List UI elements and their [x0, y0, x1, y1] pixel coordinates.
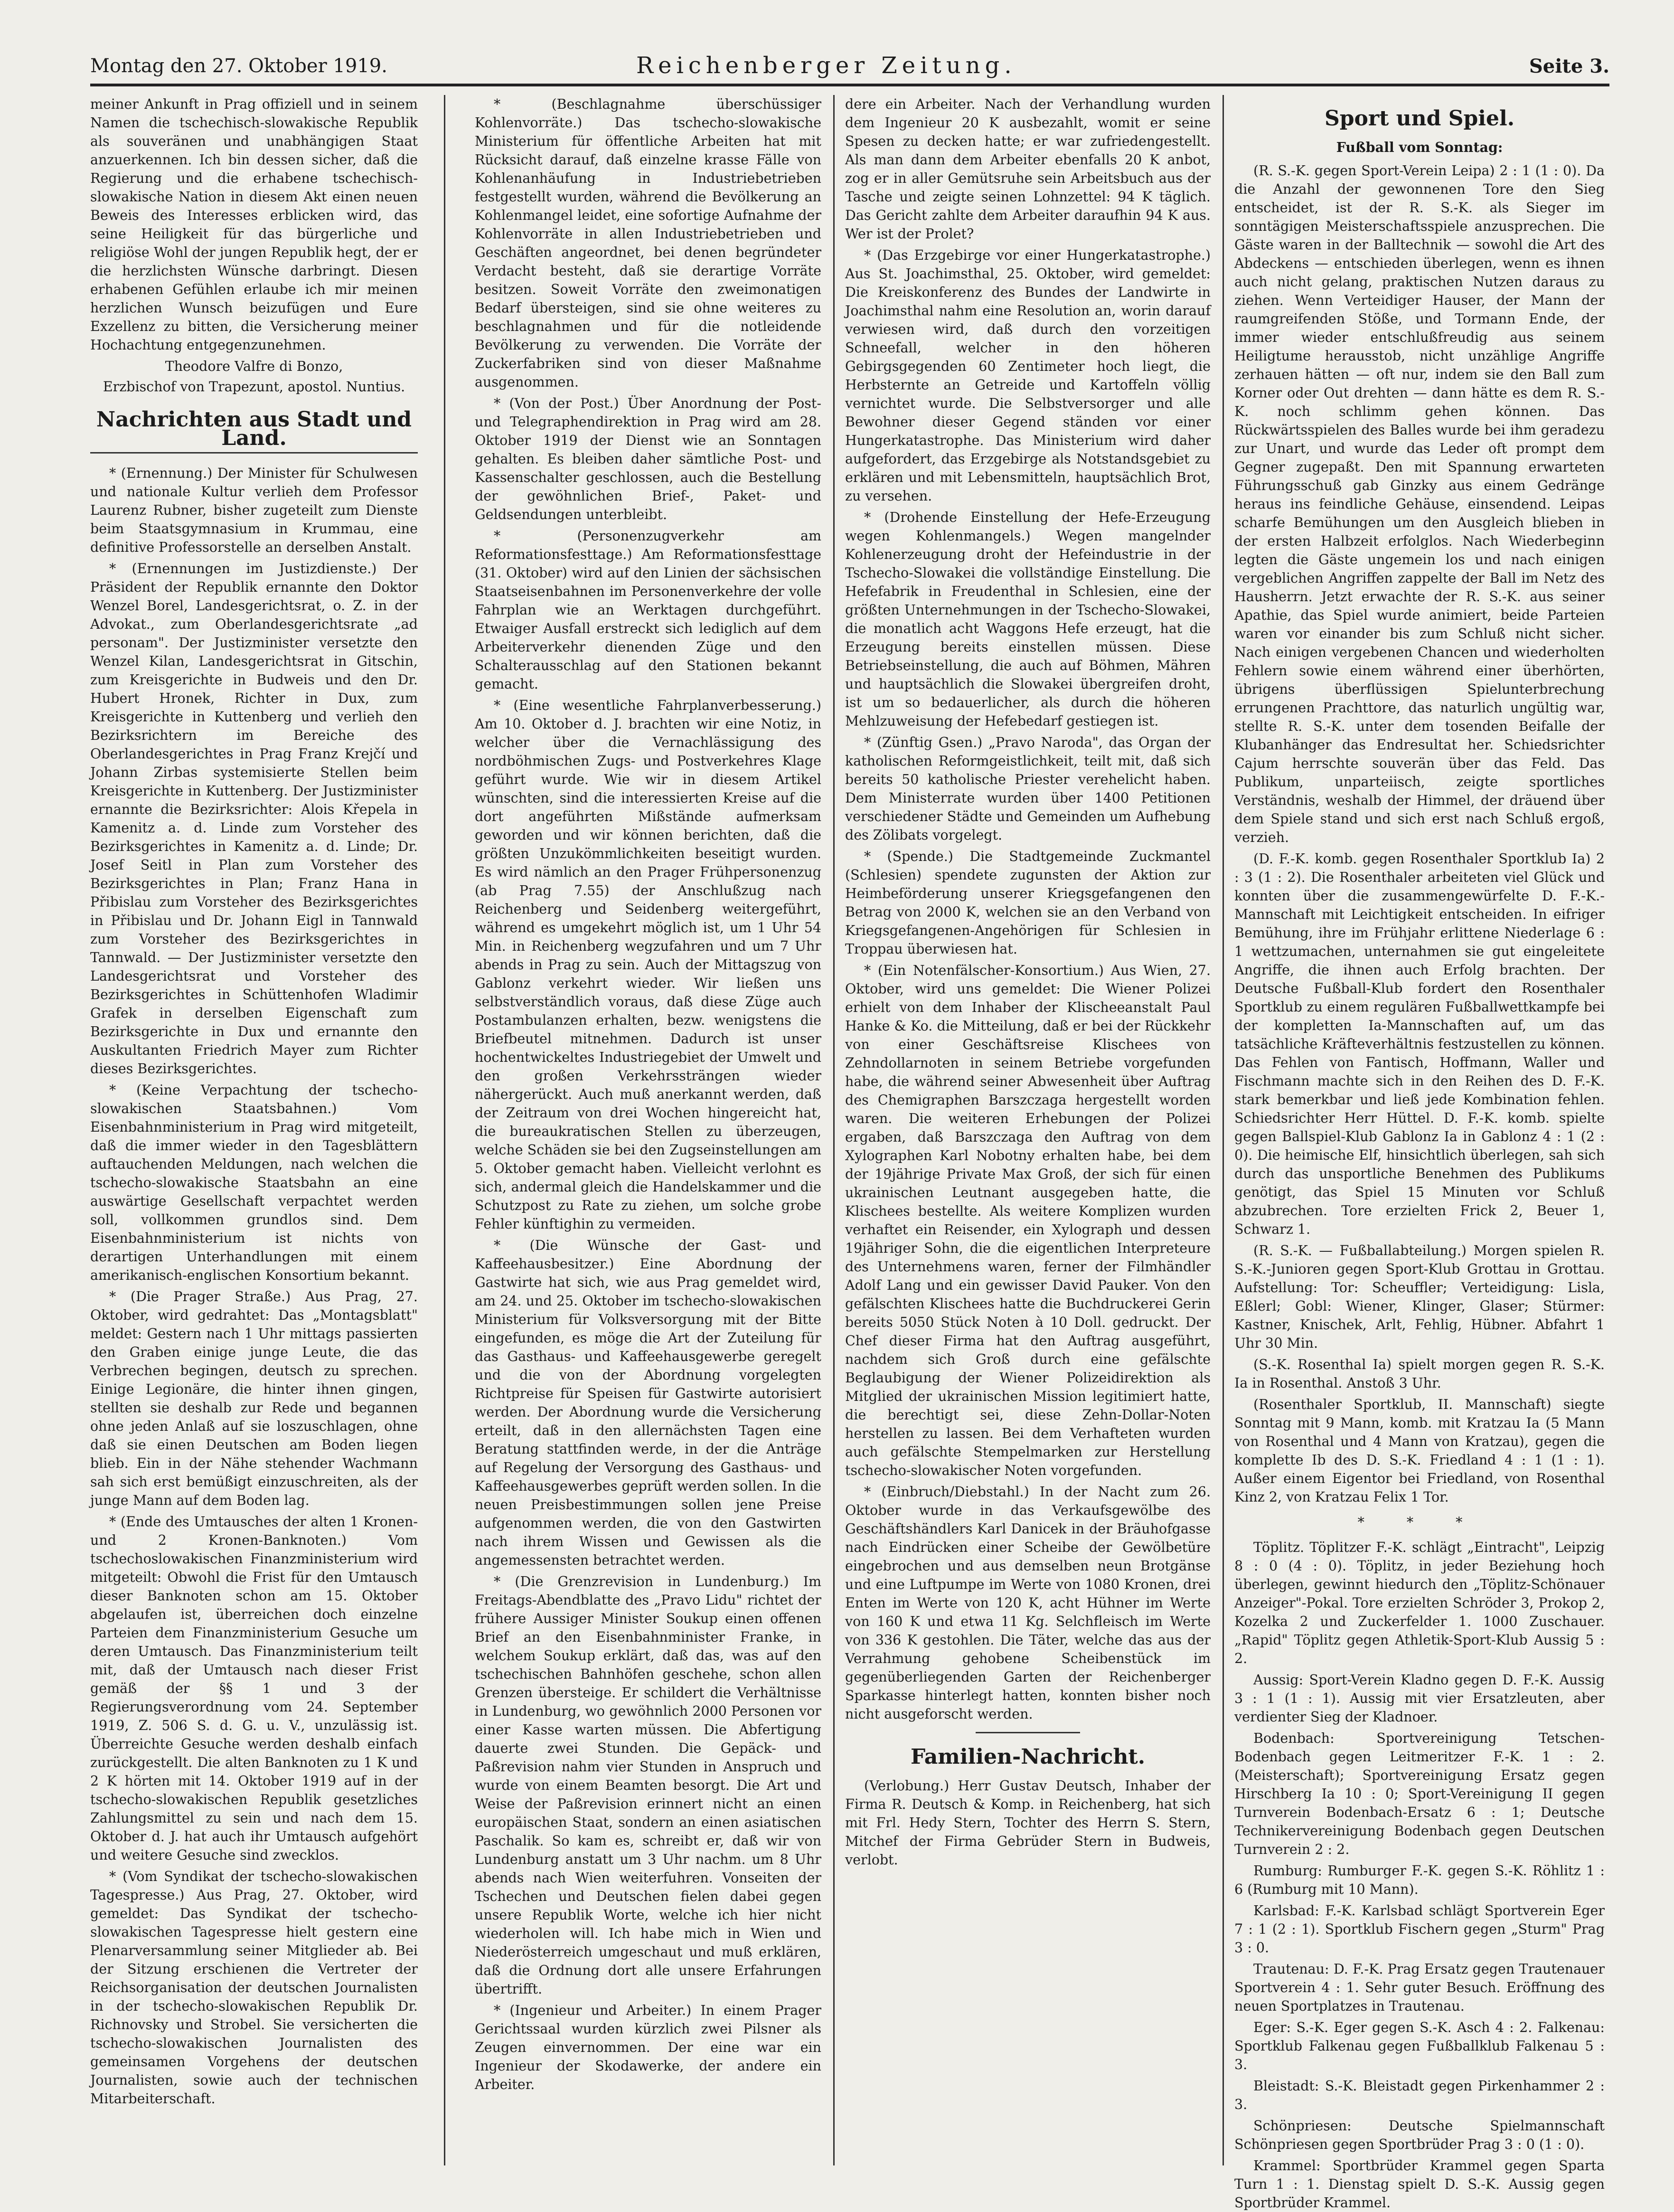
column-4 — [1234, 95, 1605, 2211]
column-1 — [90, 95, 418, 2165]
article-text: Rumburg: Rumburger F.-K. gegen S.-K. Röhlitz 1 : 6 (Rumburg mit 10 Mann). — [1234, 1863, 1605, 1897]
divider — [976, 1732, 1080, 1733]
article-text: Töplitz. Töplitzer F.-K. schlägt „Eintracht", Leipzig 8 : 0 (4 : 0). Töplitz, in jeder Beziehung hoch überlegen, gewinnt hiedurch den „Töplitz-Schönauer Anzeiger"-Pokal. Tore erzielten Schröder 3, Prokop 2, Kozelka 2 und Zuckerfelder 1. 1000 Zuschauer. „Rapid" Töplitz gegen Athletik-Sport-Klub Aussig 5 : 2. — [1234, 1540, 1605, 1666]
article-text: * (Spende.) Die Stadtgemeinde Zuckmantel (Schlesien) spendete zugunsten der Aktion zur Heimbeförderung unserer Kriegsgefangenen den Betrag von 2000 K, welchen sie an den Verband von Kriegsgefangenen-Angehörigen für Schlesien in Troppau überwiesen hat. — [845, 849, 1211, 957]
article-text: * (Ernennungen im Justizdienste.) Der Präsident der Republik ernannte den Doktor Wenzel Borel, Landesgerichtsrat, o. Z. in der Advokat., zum Oberlandesgerichtsrate „ad personam". Der Justizminister versetzte den Wenzel Kilan, Landesgerichtsrat in Gitschin, zum Kreisgerichte in Budweis und den Dr. Hubert Hronek, Richter in Dux, zum Kreisgerichte in Kuttenberg und verlieh den Bezirksrichtern im Bereiche des Oberlandesgerichtes in Prag Franz Krejčí und Johann Zirbas systemisierte Stellen beim Kreisgerichte in Kuttenberg. Der Justizminister ernannte die Bezirksrichter: Alois Křepela in Kamenitz a. d. Linde zum Vorsteher des Bezirksgerichtes in Kamenitz a. d. Linde; Dr. Josef Seitl in Plan zum Vorsteher des Bezirksgerichtes in Plan; Franz Hana in Přibislau zum Vorsteher des Bezirksgerichtes in Přibislau und Dr. Johann Eigl in Tannwald zum Vorsteher des Bezirksgerichtes in Tannwald. — Der Justizminister versetzte den Landesgerichtsrat und Vorsteher des Bezirksgerichtes in Schüttenhofen Wladimir Grafek in derselben Eigenschaft zum Bezirksgerichte in Dux und ernannte den Auskultanten Friedrich Mayer zum Richter dieses Bezirksgerichtes. — [90, 561, 418, 1077]
article-text: * (Ende des Umtausches der alten 1 Kronen- und 2 Kronen-Banknoten.) Vom tschechoslowakischen Finanzministerium wird mitgeteilt: Obwohl die Frist für den Umtausch dieser Banknoten schon am 15. Oktober abgelaufen ist, überreichen doch einzelne Parteien dem Finanzministerium Gesuche um deren Umtausch. Das Finanzministerium teilt mit, daß der Umtausch nach dieser Frist gemäß der §§ 1 und 3 der Regierungsverordnung vom 24. September 1919, Z. 506 S. d. G. u. V., unzulässig ist. Überreichte Gesuche werden deshalb einfach zurückgestellt. Die alten Banknoten zu 1 K und 2 K hörten mit 14. Oktober 1919 auf in der tschecho-slowakischen Republik gesetzliches Zahlungsmittel zu sein und nach dem 15. Oktober d. J. hat auch ihr Umtausch aufgehört und weitere Gesuche sind zwecklos. — [90, 1514, 418, 1863]
article-text: * (Beschlagnahme überschüssiger Kohlenvorräte.) Das tschecho-slowakische Ministerium für öffentliche Arbeiten hat mit Rücksicht darauf, daß einzelne krasse Fälle von Kohlenanhäufung in Industriebetrieben festgestellt wurden, während die Bevölkerung an Kohlenmangel leidet, eine sofortige Aufnahme der Kohlenvorräte in allen Industriebetrieben und Geschäften angeordnet, bei denen begründeter Verdacht besteht, daß sie derartige Vorräte besitzen. Soweit Vorräte den zweimonatigen Bedarf übersteigen, sind sie ohne weiteres zu beschlagnahmen und für die notleidende Bevölkerung zu verwenden. Die Vorräte der Zuckerfabriken sind von dieser Maßnahme ausgenommen. — [475, 96, 821, 390]
column-divider — [444, 95, 445, 2165]
article-text: Trautenau: D. F.-K. Prag Ersatz gegen Trautenauer Sportverein 4 : 1. Sehr guter Besuch. Eröffnung des neuen Sportplatzes in Trautenau. — [1234, 1961, 1605, 2014]
article-text: * (Ein Notenfälscher-Konsortium.) Aus Wien, 27. Oktober, wird uns gemeldet: Die Wiener Polizei erhielt von dem Inhaber der Klischeeanstalt Paul Hanke & Ko. die Mitteilung, daß er bei der Rückkehr von einer Geschäftsreise Klischees von Zehndollarnoten in seinem Betriebe vorgefunden habe, die während seiner Abwesenheit über Auftrag des Chemigraphen Barszczaga hergestellt worden waren. Die weiteren Erhebungen der Polizei ergaben, daß Barszczaga den Auftrag von dem Xylographen Karl Nobotny erhalten habe, bei dem der 19jährige Private Max Groß, der sich für einen ukrainischen Leutnant ausgegeben hatte, die Klischees bestellte. Als weitere Komplizen wurden verhaftet ein Reisender, ein Xylograph und dessen 19jähriger Sohn, die die eigentlichen Interpreteure des Unternehmens waren, ferner der Filmhändler Adolf Lang und ein gewisser David Pauker. Von den gefälschten Klischees hatte die Buchdruckerei Gerin bereits 5050 Stück Noten à 10 Doll. gedruckt. Der Chef dieser Firma hat den Auftrag ausgeführt, nachdem sich Groß durch eine gefälschte Beglaubigung der Wiener Polizeidirektion als Mitglied der ukrainischen Mission legitimiert hatte, die berechtigt sei, diese Zehn-Dollar-Noten herstellen zu lassen. Bei dem Verhafteten wurden auch gefälschte Stempelmarken zur Herstellung tschecho-slowakischer Noten vorgefunden. — [845, 963, 1211, 1478]
article-text: (R. S.-K. gegen Sport-Verein Leipa) 2 : 1 (1 : 0). Da die Anzahl der gewonnenen Tore den Sieg entscheidet, ist der R. S.-K. als Sieger im sonntägigen Meisterschaftsspiele anzusprechen. Die Gäste waren in der Balltechnik — sowohl die Art des Abdeckens — entschieden überlegen, wenn es ihnen auch nicht gelang, praktischen Nutzen daraus zu ziehen. Wenn Verteidiger Hauser, der Mann der raumgreifenden Stöße, und Tormann Ende, der immer wieder entschlußfreudig aus seinem Heiligtume herausstob, nicht unzählige Angriffe zerhauen hätten — oft nur, indem sie den Ball zum Korner oder Out drehten — dann hätte es dem R. S.-K. noch schlimm gehen können. Das Rückwärtsspielen des Balles wurde bei ihm geradezu zur Unart, und wurde das Leder oft prompt dem Gegner zugepaßt. Den mit Spannung erwarteten Führungsschuß gab Ginzky aus einem Gedränge heraus ins feindliche Gehäuse, einsendend. Leipas scharfe Bemühungen um den Ausgleich blieben in der ersten Halbzeit erfolglos. Nach Wiederbeginn legten die Gäste ungemein los und nach einigen vergeblichen Angriffen zappelte der Ball im Netz des Hausherrn. Jetzt erwachte der R. S.-K. aus seiner Apathie, das Spiel wurde animiert, beide Parteien waren vor einander bis zum Schluß nicht sicher. Nach einigen vergebenen Chancen und wiederholten Fehlern sowie einem während einer überhörten, übrigens überflüssigen Spielunterbrechung errungenen Prachttore, das naturlich ungültig war, stellte R. S.-K. unter dem tosenden Beifalle der Klubanhänger das Endresultat her. Schiedsrichter Cajum herrschte souverän über das Feld. Das Publikum, unparteiisch, zeigte sportliches Verständnis, weshalb der Himmel, der dräuend über dem Spiele stand und sich erst nach Schluß ergoß, verzieh. — [1234, 163, 1605, 845]
article-text: * (Vom Syndikat der tschecho-slowakischen Tagespresse.) Aus Prag, 27. Oktober, wird gemeldet: Das Syndikat der tschecho-slowakischen Tagespresse hielt gestern eine Plenarversammlung seiner Mitglieder ab. Bei der Sitzung erschienen die Vertreter der Reichsorganisation der deutschen Journalisten in der tschecho-slowakischen Republik Dr. Richnovsky und Strobel. Sie versicherten die tschecho-slowakischen Journalisten des gemeinsamen Vorgehens der deutschen Journalisten, sowie auch der technischen Mitarbeiterschaft. — [90, 1869, 418, 2107]
article-text: * (Das Erzgebirge vor einer Hungerkatastrophe.) Aus St. Joachimsthal, 25. Oktober, wird gemeldet: Die Kreiskonferenz des Bundes der Landwirte in Joachimsthal nahm eine Resolution an, worin darauf verwiesen wird, daß durch den vorzeitigen Schneefall, welcher in den höheren Gebirgsgegenden 60 Zentimeter hoch liegt, die Herbsternte an Getreide und Kartoffeln völlig vernichtet wurde. Die Selbstversorger und alle Bewohner dieser Gegend ständen vor einer Hungerkatastrophe. Das Ministerium wird daher aufgefordert, das Erzgebirge als Notstandsgebiet zu erklären und mit Lebensmitteln, hauptsächlich Brot, zu versehen. — [845, 247, 1211, 504]
article-text: * (Zünftig Gsen.) „Pravo Naroda", das Organ der katholischen Reformgeistlichkeit, teilt mit, daß sich bereits 50 katholische Priester verehelicht haben. Dem Ministerrate wurden über 1400 Petitionen verschiedener Städte und Gemeinden um Aufhebung des Zölibats vorgelegt. — [845, 735, 1211, 843]
article-text: (R. S.-K. — Fußballabteilung.) Morgen spielen R. S.-K.-Junioren gegen Sport-Klub Grottau in Grottau. Aufstellung: Tor: Scheuffler; Verteidigung: Lisla, Eßlerl; Gobl: Wiener, Klinger, Glaser; Stürmer: Kastner, Knischek, Arlt, Fehlig, Hübner. Abfahrt 1 Uhr 30 Min. — [1234, 1243, 1605, 1351]
column-2 — [475, 95, 821, 2165]
article-text: Bodenbach: Sportvereinigung Tetschen-Bodenbach gegen Leitmeritzer F.-K. 1 : 2. (Meisterschaft); Sportvereinigung Ersatz gegen Hirschberg Ia 10 : 0; Sport-Vereinigung II gegen Turnverein Bodenbach-Ersatz 6 : 1; Deutsche Technikervereinigung Bodenbach gegen Deutschen Turnverein 2 : 2. — [1234, 1730, 1605, 1857]
article-text: (D. F.-K. komb. gegen Rosenthaler Sportklub Ia) 2 : 3 (1 : 2). Die Rosenthaler arbeiteten viel Glück und konnten über die zusammengewürfelte D. F.-K.-Mannschaft mit Leichtigkeit entscheiden. In eifriger Bemühung, ihre im Frühjahr erlittene Niederlage 6 : 1 wettzumachen, unternahmen sie gut eingeleitete Angriffe, die ihnen auch Erfolg brachten. Der Deutsche Fußball-Klub fordert den Rosenthaler Sportklub zu einem regulären Fußballwettkampfe bei der kompletten Ia-Mannschaften auf, um das tatsächliche Kräfteverhältnis festzustellen zu können. Das Fehlen von Fantisch, Hoffmann, Waller und Fischmann machte sich in den Reihen des D. F.-K. stark bemerkbar und ließ jede Kombination fehlen. Schiedsrichter Herr Hüttel. D. F.-K. komb. spielte gegen Ballspiel-Klub Gablonz Ia in Gablonz 4 : 1 (2 : 0). Die heimische Elf, hinsichtlich überlegen, sah sich durch das unsportliche Benehmen des Publikums genötigt, das Spiel 15 Minuten vor Schluß abzubrechen. Tore erzielten Frick 2, Beuer 1, Schwarz 1. — [1234, 851, 1605, 1237]
signature-line: Theodore Valfre di Bonzo, — [165, 359, 343, 374]
article-text: * (Die Wünsche der Gast- und Kaffeehausbesitzer.) Eine Abordnung der Gastwirte hat sich, wie aus Prag gemeldet wird, am 24. und 25. Oktober im tschecho-slowakischen Ministerium für Volksversorgung mit der Bitte eingefunden, es möge die Art der Zuteilung für das Gasthaus- und Kaffeehausgewerbe geregelt und die von der Abordnung vorgelegten Richtpreise für Speisen für Gastwirte autorisiert werden. Der Abordnung wurde die Versicherung erteilt, daß in den allernächsten Tagen eine Beratung stattfinden werde, in der die Anträge auf Regelung der Versorgung des Gasthaus- und Kaffeehausgewerbes geprüft werden sollen. In die neuen Preisbestimmungen sollen jene Preise aufgenommen werden, die von den Gastwirten nach ihrem Wissen und Gewissen als die angemessensten betrachtet werden. — [475, 1238, 821, 1568]
masthead — [90, 46, 1609, 84]
column-3 — [845, 95, 1211, 2165]
article-text: * (Personenzugverkehr am Reformationsfesttage.) Am Reformationsfesttage (31. Oktober) wird auf den Linien der sächsischen Staatseisenbahnen im Personenverkehre der volle Fahrplan wie an Werktagen durchgeführt. Etwaiger Ausfall erstreckt sich lediglich auf dem Arbeiterverkehr dienenden Züge und den Schalterausschlag auf den Stationen bekannt gemacht. — [475, 528, 821, 692]
article-text: (S.-K. Rosenthal Ia) spielt morgen gegen R. S.-K. Ia in Rosenthal. Anstoß 3 Uhr. — [1234, 1357, 1605, 1391]
page-number: Seite 3. — [1529, 55, 1609, 77]
article-text: * (Die Prager Straße.) Aus Prag, 27. Oktober, wird gedrahtet: Das „Montagsblatt" meldet: Gestern nach 1 Uhr mittags passierten den Graben einige junge Leute, die das Verbrechen begingen, deutsch zu sprechen. Einige Legionäre, die hinter ihnen gingen, stellten sie deshalb zur Rede und begannen ohne jeden Anlaß auf sie loszuschlagen, ohne daß sie einen Deutschen am Boden liegen blieb. Ein in der Nähe stehender Wachmann sah sich erst bemüßigt einzuschreiten, als der junge Mann auf dem Boden lag. — [90, 1289, 418, 1508]
section-heading: Familien-Nachricht. — [910, 1745, 1146, 1769]
signature-line: Erzbischof von Trapezunt, apostol. Nuntius. — [103, 379, 405, 395]
article-text: dere ein Arbeiter. Nach der Verhandlung wurden dem Ingenieur 20 K ausbezahlt, womit er seine Spesen zu decken hatte; er war zufriedengestellt. Als man dann dem Arbeiter ebenfalls 20 K anbot, zog er in aller Gemütsruhe sein Arbeitsbuch aus der Tasche und zeigte seinen Lohnzettel: 94 K täglich. Das Gericht zahlte dem Arbeiter daraufhin 94 K aus. Wer ist der Prolet? — [845, 96, 1211, 242]
article-text: Bleistadt: S.-K. Bleistadt gegen Pirkenhammer 2 : 3. — [1234, 2078, 1605, 2112]
newspaper-title: Reichenberger Zeitung. — [636, 52, 1016, 79]
article-text: Karlsbad: F.-K. Karlsbad schlägt Sportverein Eger 7 : 1 (2 : 1). Sportklub Fischern gegen „Sturm" Prag 3 : 0. — [1234, 1903, 1605, 1956]
section-heading: Nachrichten aus Stadt und Land. — [90, 410, 418, 454]
section-heading: Sport und Spiel. — [1324, 106, 1515, 131]
article-text: * (Einbruch/Diebstahl.) In der Nacht zum 26. Oktober wurde in das Verkaufsgewölbe des Geschäftshändlers Karl Danicek in der Bräuhofgasse nach Eindrücken einer Scheibe der Gewölbetüre eingebrochen und aus demselben neun Brotgänse und eine Luftpumpe im Werte von 1080 Kronen, drei Enten im Werte von 120 K, acht Hühner im Werte von 160 K und etwa 11 Kg. Selchfleisch im Werte von 336 K gestohlen. Die Täter, welche das aus der Verrahmung gehobene Scheibenstück im gegenüberliegenden Garten der Reichenberger Sparkasse hinterlegt hatten, konnten bisher noch nicht ausgeforscht werden. — [845, 1484, 1211, 1722]
stars-divider: * * * — [1357, 1514, 1482, 1530]
article-text: * (Von der Post.) Über Anordnung der Post- und Telegraphendirektion in Prag wird am 28. Oktober 1919 der Dienst wie an Sonntagen gehalten. Es bleiben daher sämtliche Post- und Kassenschalter geschlossen, auch die Bestellung der gewöhnlichen Brief-, Paket- und Geldsendungen unterbleibt. — [475, 396, 821, 522]
column-divider — [1223, 95, 1224, 2165]
article-text: * (Keine Verpachtung der tschecho-slowakischen Staatsbahnen.) Vom Eisenbahnministerium in Prag wird mitgeteilt, daß die immer wieder in den Tagesblättern auftauchenden Meldungen, nach welchen die tschecho-slowakische Staatsbahn an eine auswärtige Gesellschaft verpachtet werden soll, vollkommen grundlos sind. Dem Eisenbahnministerium ist nichts von derartigen Unterhandlungen mit einem amerikanisch-englischen Konsortium bekannt. — [90, 1082, 418, 1283]
column-divider — [833, 95, 835, 2165]
article-text: * (Drohende Einstellung der Hefe-Erzeugung wegen Kohlenmangels.) Wegen mangelnder Kohlenerzeugung droht der Hefeindustrie in der Tschecho-Slowakei die vollständige Einstellung. Die Hefefabrik in Freudenthal in Schlesien, eine der größten Unternehmungen in der Tschecho-Slowakei, die monatlich acht Waggons Hefe erzeugt, hat die Erzeugung bereits einstellen müssen. Diese Betriebseinstellung, die auch auf Böhmen, Mähren und hauptsächlich die Slowakei übergreifen droht, ist um so bedauerlicher, als durch die höheren Mehlzuweisung der Hefebedarf gestiegen ist. — [845, 510, 1211, 729]
article-text: Krammel: Sportbrüder Krammel gegen Sparta Turn 1 : 1. Dienstag spielt D. S.-K. Aussig gegen Sportbrüder Krammel. — [1234, 2158, 1605, 2211]
article-text: Aussig: Sport-Verein Kladno gegen D. F.-K. Aussig 3 : 1 (1 : 1). Aussig mit vier Ersatzleuten, aber verdienter Sieg der Kladnoer. — [1234, 1672, 1605, 1725]
article-text: meiner Ankunft in Prag offiziell und in seinem Namen die tschechisch-slowakische Republik als souveränen und unabhängigen Staat anzuerkennen. Ich bin dessen sicher, daß die Regierung und die erhabene tschechisch-slowakische Nation in diesem Akt einen neuen Beweis des Interesses erblicken wird, das seine Heiligkeit für das bürgerliche und religiöse Wohl der jungen Republik hegt, der er die herzlichsten Wünsche darbringt. Diesen erhabenen Gefühlen erlaube ich mir meinen herzlichen Wunsch beizufügen und Eure Exzellenz zu bitten, die Versicherung meiner Hochachtung entgegenzunehmen. — [90, 96, 418, 353]
article-text: (Rosenthaler Sportklub, II. Mannschaft) siegte Sonntag mit 9 Mann, komb. mit Kratzau Ia (5 Mann von Rosenthal und 4 Mann von Kratzau), gegen die komplette Ib des D. S.-K. Friedland 4 : 1 (1 : 1). Außer einem Eigentor bei Friedland, von Rosenthal Kinz 2, von Kratzau Felix 1 Tor. — [1234, 1397, 1605, 1505]
article-text: * (Ingenieur und Arbeiter.) In einem Prager Gerichtssaal wurden kürzlich zwei Pilsner als Zeugen einvernommen. Der eine war ein Ingenieur der Skodawerke, der andere ein Arbeiter. — [475, 2003, 821, 2092]
article-text: * (Die Grenzrevision in Lundenburg.) Im Freitags-Abendblatte des „Pravo Lidu" richtet der frühere Aussiger Minister Soukup einen offenen Brief an den Eisenbahnminister Franke, in welchem Soukup erklärt, daß das, was auf den tschechischen Bahnhöfen geschehe, schon allen Grenzen übersteige. Er schildert die Verhältnisse in Lundenburg, wo gewöhnlich 2000 Personen vor einer Kasse warten müssen. Die Abfertigung dauerte zwei Stunden. Die Gepäck- und Paßrevision nahm vier Stunden in Anspruch und wurde von einem Beamten besorgt. Die Art und Weise der Paßrevision erinnert nicht an einen europäischen Staat, sondern an einen asiatischen Paschalik. So kam es, schreibt er, daß wir von Lundenburg anstatt um 3 Uhr nachm. um 8 Uhr abends nach Wien weiterfuhren. Vonseiten der Tschechen und Deutschen fielen dabei gegen unsere Republik Worte, welche ich hier nicht wiederholen will. Ich habe mich in Wien und Niederösterreich umgeschaut und muß erklären, daß die Ordnung dort alle unsere Erfahrungen übertrifft. — [475, 1574, 821, 1997]
article-text: (Verlobung.) Herr Gustav Deutsch, Inhaber der Firma R. Deutsch & Komp. in Reichenberg, hat sich mit Frl. Hedy Stern, Tochter des Herrn S. Stern, Mitchef der Firma Gebrüder Stern in Budweis, verlobt. — [845, 1778, 1211, 1868]
subheading: Fußball vom Sonntag: — [1336, 139, 1503, 155]
article-text: * (Ernennung.) Der Minister für Schulwesen und nationale Kultur verlieh dem Professor Laurenz Rubner, bisher zugeteilt zum Dienste beim Staatsgymnasium in Krummau, eine definitive Professorstelle an derselben Anstalt. — [90, 465, 418, 555]
article-text: * (Eine wesentliche Fahrplanverbesserung.) Am 10. Oktober d. J. brachten wir eine Notiz, in welcher über die Vernachlässigung des nordböhmischen Zugs- und Postverkehres Klage geführt wurde. Wie wir in diesem Artikel wünschten, sind die interessierten Kreise auf die dort angeführten Mißstände aufmerksam geworden und wir können berichten, daß die größten Unzukömmlichkeiten beseitigt wurden. Es wird nämlich an den Prager Frühpersonenzug (ab Prag 7.55) der Anschlußzug nach Reichenberg und Seidenberg weitergeführt, während es umgekehrt möglich ist, um 1 Uhr 54 Min. in Reichenberg wegzufahren und um 7 Uhr abends in Prag zu sein. Auch der Mittagszug von Gablonz verkehrt wieder. Wir ließen uns selbstverständlich voraus, daß diese Züge auch Postambulanzen erhalten, bezw. wenigstens die Briefbeutel mitnehmen. Dadurch ist unser hochentwickeltes Industriegebiet der Umwelt und den großen Verkehrssträngen wieder nähergerückt. Auch muß anerkannt werden, daß der Zeitraum von drei Wochen hingereicht hat, die bureaukratischen Stellen zu überzeugen, welche Schäden sie bei den Zugseinstellungen am 5. Oktober gemacht haben. Vielleicht verlohnt es sich, andermal gleich die Handelskammer und die Schutzpost zu Rate zu ziehen, um solche grobe Fehler künftighin zu vermeiden. — [475, 698, 821, 1232]
article-text: Eger: S.-K. Eger gegen S.-K. Asch 4 : 2. Falkenau: Sportklub Falkenau gegen Fußballklub Falkenau 5 : 3. — [1234, 2020, 1605, 2072]
issue-date: Montag den 27. Oktober 1919. — [90, 55, 387, 77]
article-text: Schönpriesen: Deutsche Spielmannschaft Schönpriesen gegen Sportbrüder Prag 3 : 0 (1 : 0). — [1234, 2118, 1605, 2152]
header-rule — [90, 84, 1609, 86]
